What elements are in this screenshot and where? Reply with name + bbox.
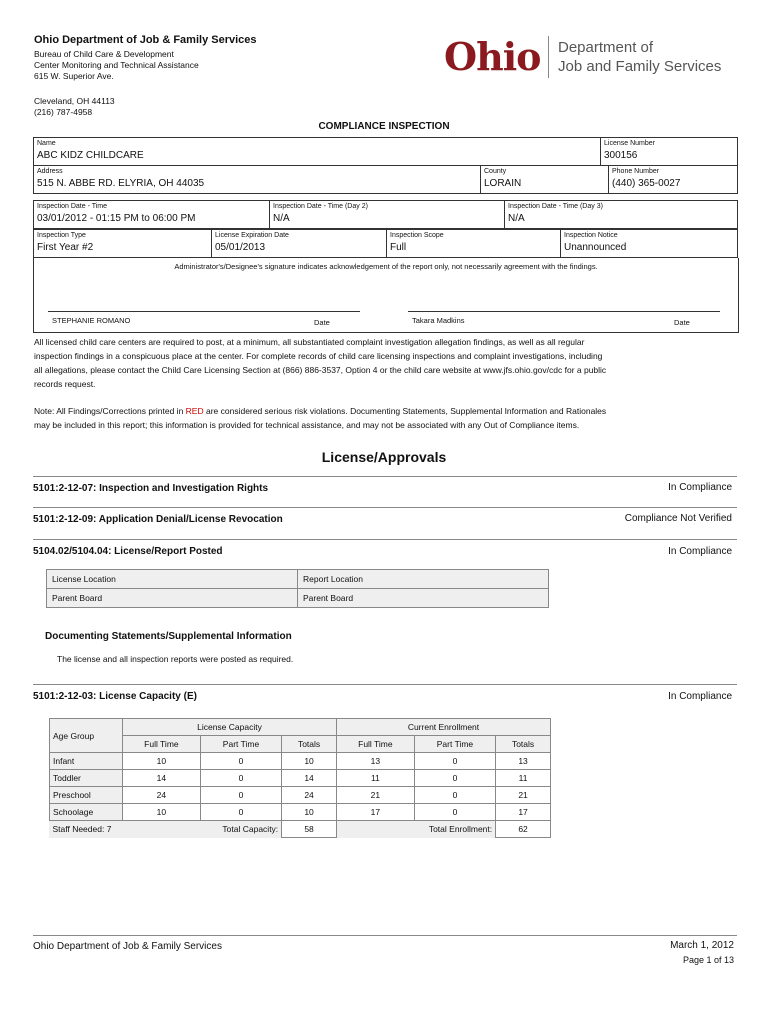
signature-date-label-1: Date: [314, 318, 330, 327]
name-label: Name: [37, 140, 56, 147]
logo-dept-text: [558, 38, 721, 76]
agency-line-1: Bureau of Child Care & Development: [34, 49, 174, 59]
sub-header: Totals: [282, 736, 337, 753]
inspection-type-cell: [34, 230, 212, 258]
footer-divider: [33, 935, 737, 936]
inspection-scope: Full: [390, 242, 407, 253]
agency-line-2: Center Monitoring and Technical Assistance: [34, 60, 199, 70]
inspection-type-table: [33, 229, 738, 258]
address-cell: [34, 166, 481, 194]
inspection-type: First Year #2: [37, 242, 94, 253]
logo-divider: [548, 36, 549, 78]
expiration-cell: [212, 230, 387, 258]
total-enrollment-value: 62: [496, 821, 551, 838]
note-paragraph: [34, 404, 734, 432]
logo-dept-line-1: Department of: [558, 39, 654, 56]
age-group-cell: Toddler: [50, 770, 123, 787]
signature-line-2: [408, 311, 720, 312]
section-title: License/Approvals: [321, 449, 447, 465]
signature-line-1: [48, 311, 360, 312]
expiration-date: 05/01/2013: [215, 242, 266, 253]
license-number: 300156: [604, 150, 638, 161]
inspection-date-1-cell: [34, 201, 270, 229]
phone-cell: [609, 166, 738, 194]
paragraph-line-4: records request.: [34, 379, 96, 389]
rule-title-1: 5101:2-12-07: Inspection and Investigation Rights: [33, 483, 269, 494]
table-row: [50, 770, 551, 787]
note-suffix: are considered serious risk violations. Documenting Statements, Supplemental Information and Rationales: [203, 406, 607, 416]
scope-label: Inspection Scope: [390, 232, 444, 239]
table-cell: 17: [496, 804, 551, 821]
rule-title-3: 5104.02/5104.04: License/Report Posted: [33, 546, 223, 557]
table-cell: 24: [282, 787, 337, 804]
report-location-value: Parent Board: [298, 589, 549, 608]
document-title: COMPLIANCE INSPECTION: [318, 121, 450, 132]
license-number-label: License Number: [604, 140, 655, 147]
sub-header: Full Time: [336, 736, 414, 753]
inspection-dates-table: [33, 200, 738, 229]
posting-location-table: [46, 569, 549, 608]
table-cell: 0: [414, 804, 495, 821]
logo-ohio-word: Ohio: [444, 34, 541, 79]
signature-statement: Administrator's/Designee's signature indicates acknowledgement of the report only, not necessarily agreement with the findings.: [174, 262, 598, 271]
phone-label: Phone Number: [612, 168, 660, 175]
footer-page-number: Page 1 of 13: [682, 955, 734, 965]
total-capacity-value: 58: [282, 821, 337, 838]
license-location-header: License Location: [47, 570, 298, 589]
report-location-header: Report Location: [298, 570, 549, 589]
age-group-header: Age Group: [50, 719, 123, 753]
table-cell: 0: [200, 770, 281, 787]
rule-title-4: 5101:2-12-03: License Capacity (E): [33, 691, 197, 702]
inspection-date-2: N/A: [273, 213, 290, 224]
age-group-cell: Schoolage: [50, 804, 123, 821]
agency-line-3: 615 W. Superior Ave.: [34, 71, 114, 81]
scope-cell: [387, 230, 561, 258]
rule-status-3: In Compliance: [668, 546, 732, 557]
table-row: [50, 787, 551, 804]
license-number-cell: [601, 138, 738, 166]
address-table: [33, 165, 738, 194]
note-red-word: RED: [185, 406, 204, 416]
table-cell: 11: [496, 770, 551, 787]
facility-name: ABC KIDZ CHILDCARE: [37, 150, 144, 161]
agency-phone: (216) 787-4958: [34, 107, 93, 117]
inspection-date-1: 03/01/2012 - 01:15 PM to 06:00 PM: [37, 213, 196, 224]
facility-info-table: [33, 137, 738, 166]
total-capacity-label: Total Capacity:: [222, 824, 279, 835]
signature-date-label-2: Date: [674, 318, 690, 327]
totals-row: [50, 821, 551, 838]
inspection-date-3-cell: [505, 201, 738, 229]
inspection-date-2-label: Inspection Date - Time (Day 2): [273, 203, 368, 210]
footer-agency: Ohio Department of Job & Family Services: [33, 941, 222, 952]
table-row: [50, 753, 551, 770]
sub-header: Part Time: [414, 736, 495, 753]
rule-status-1: In Compliance: [668, 482, 732, 493]
county-label: County: [484, 168, 507, 175]
table-cell: 13: [336, 753, 414, 770]
table-cell: 17: [336, 804, 414, 821]
sub-header: Part Time: [200, 736, 281, 753]
table-cell: 11: [336, 770, 414, 787]
table-cell: 24: [123, 787, 201, 804]
signature-box: [33, 258, 739, 333]
table-cell: 0: [414, 770, 495, 787]
divider: [33, 507, 737, 508]
paragraph-line-2: inspection findings in a conspicuous place at the center. For complete records of child care licensing inspections and complaint investigations, including: [34, 351, 603, 361]
signature-name-2: Takara Madkins: [412, 316, 465, 325]
county: LORAIN: [484, 178, 522, 189]
table-cell: 10: [123, 804, 201, 821]
note-line-1: [34, 404, 734, 418]
rule-title-2: 5101:2-12-09: Application Denial/License Revocation: [33, 514, 283, 525]
license-capacity-table: [49, 718, 551, 838]
notice-label: Inspection Notice: [564, 232, 618, 239]
table-cell: 0: [200, 787, 281, 804]
inspection-date-2-cell: [270, 201, 505, 229]
expiration-label: License Expiration Date: [215, 232, 289, 239]
divider: [33, 476, 737, 477]
documenting-title: Documenting Statements/Supplemental Information: [45, 631, 292, 642]
table-cell: 0: [414, 753, 495, 770]
divider: [33, 539, 737, 540]
logo-dept-line-2: Job and Family Services: [558, 58, 722, 75]
address: 515 N. ABBE RD. ELYRIA, OH 44035: [37, 178, 205, 189]
total-enrollment-label: Total Enrollment:: [428, 824, 493, 835]
rule-status-2: Compliance Not Verified: [624, 513, 732, 524]
table-cell: 21: [496, 787, 551, 804]
table-cell: 10: [282, 753, 337, 770]
posting-requirement-paragraph: [34, 335, 734, 391]
county-cell: [481, 166, 609, 194]
table-row: [50, 804, 551, 821]
address-label: Address: [37, 168, 63, 175]
documenting-text: The license and all inspection reports were posted as required.: [57, 654, 294, 664]
paragraph-line-1: All licensed child care centers are required to post, at a minimum, all substantiated complaint investigation allegation findings, as well as all regular: [34, 337, 585, 347]
staff-needed: Staff Needed: 7: [52, 824, 112, 835]
facility-name-cell: [34, 138, 601, 166]
table-cell: 21: [336, 787, 414, 804]
signature-name-1: STEPHANIE ROMANO: [52, 316, 131, 325]
agency-title: Ohio Department of Job & Family Services: [34, 34, 257, 46]
table-cell: 13: [496, 753, 551, 770]
table-cell: 0: [200, 804, 281, 821]
inspection-date-1-label: Inspection Date - Time: [37, 203, 108, 210]
table-cell: 14: [123, 770, 201, 787]
table-cell: 14: [282, 770, 337, 787]
note-prefix: Note: All Findings/Corrections printed in: [34, 406, 186, 416]
agency-city: Cleveland, OH 44113: [34, 96, 115, 106]
inspection-date-3-label: Inspection Date - Time (Day 3): [508, 203, 603, 210]
ohio-jfs-logo: [444, 34, 744, 84]
phone-number: (440) 365-0027: [612, 178, 681, 189]
divider: [33, 684, 737, 685]
inspection-date-3: N/A: [508, 213, 525, 224]
table-cell: 0: [414, 787, 495, 804]
inspection-type-label: Inspection Type: [37, 232, 86, 239]
inspection-notice: Unannounced: [564, 242, 627, 253]
notice-cell: [561, 230, 738, 258]
sub-header: Full Time: [123, 736, 201, 753]
current-enrollment-header: Current Enrollment: [336, 719, 550, 736]
sub-header: Totals: [496, 736, 551, 753]
age-group-cell: Infant: [50, 753, 123, 770]
age-group-cell: Preschool: [50, 787, 123, 804]
table-cell: 0: [200, 753, 281, 770]
paragraph-line-3: all allegations, please contact the Child Care Licensing Section at (866) 886-3537, Option 4 or the child care website at www.jfs.ohio.gov/cdc for a public: [34, 365, 607, 375]
table-cell: 10: [123, 753, 201, 770]
footer-date: March 1, 2012: [670, 940, 734, 951]
rule-status-4: In Compliance: [668, 691, 732, 702]
table-cell: 10: [282, 804, 337, 821]
note-line-2: may be included in this report; this information is provided for technical assistance, and may not be associated with any Out of Compliance items.: [34, 420, 580, 430]
license-location-value: Parent Board: [47, 589, 298, 608]
license-capacity-header: License Capacity: [123, 719, 337, 736]
